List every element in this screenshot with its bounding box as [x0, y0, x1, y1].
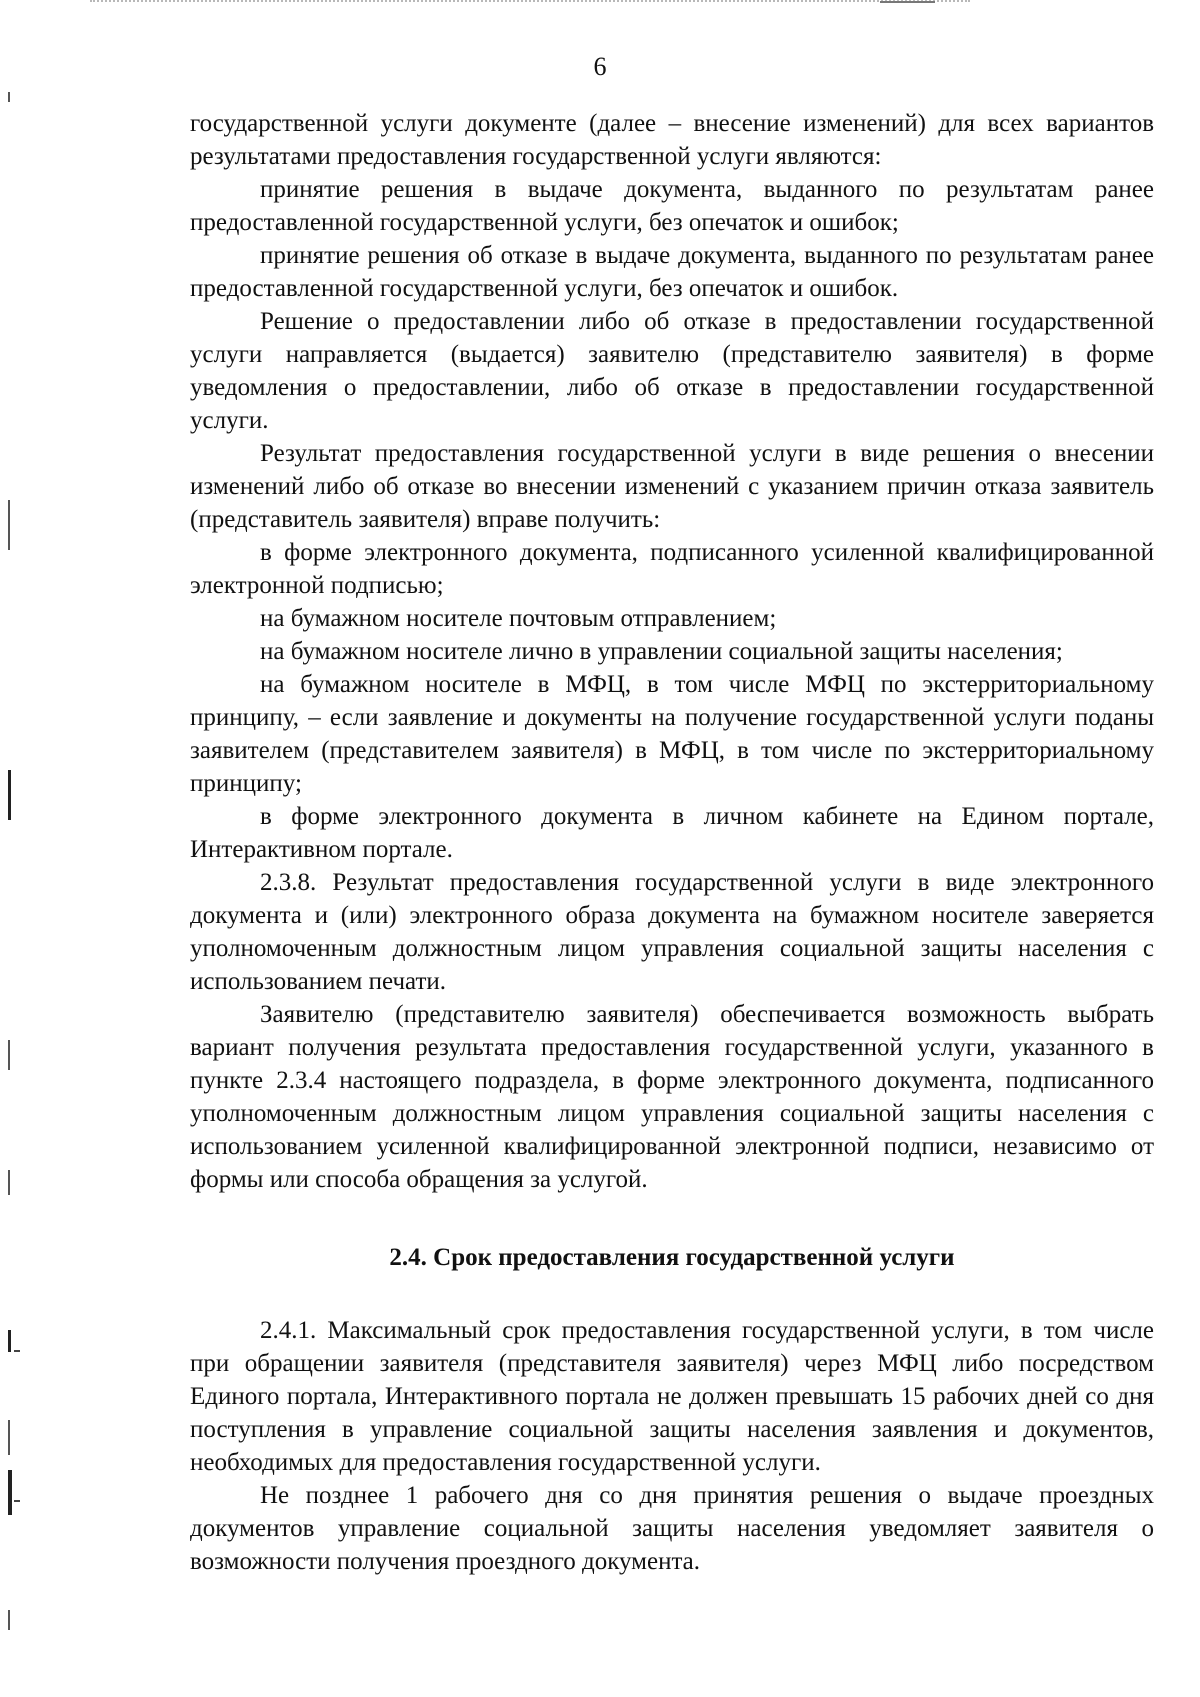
margin-mark [8, 500, 10, 550]
paragraph: принятие решения об отказе в выдаче документа, выданного по результатам ранее предоставленной государственной услуги, без опечаток и ошибок. [190, 242, 1154, 302]
margin-mark [8, 1470, 12, 1515]
scan-artifact-dash [880, 1, 935, 3]
paragraph: на бумажном носителе почтовым отправлением; [260, 605, 777, 632]
scan-artifact-top [90, 0, 970, 5]
paragraph: на бумажном носителе лично в управлении социальной защиты населения; [260, 638, 1063, 665]
margin-mark [8, 92, 10, 102]
margin-mark [8, 1040, 10, 1070]
paragraph: 2.3.8. Результат предоставления государственной услуги в виде электронного документа и (или) электронного образа документа на бумажном носителе заверяется уполномоченным должностным лицом управления социальной защиты населения с использованием печати. [190, 869, 1154, 995]
paragraph: государственной услуги документе (далее – внесение изменений) для всех вариантов результатами предоставления государственной услуги являются: [190, 110, 1154, 170]
page-number: 6 [593, 52, 607, 81]
paragraphs-after-heading [190, 1314, 1154, 1578]
margin-tick [14, 1350, 20, 1352]
paragraph: принятие решения в выдаче документа, выданного по результатам ранее предоставленной государственной услуги, без опечаток и ошибок; [190, 176, 1154, 236]
margin-mark [8, 1330, 11, 1352]
margin-mark [8, 1170, 10, 1195]
paragraph: в форме электронного документа в личном кабинете на Едином портале, Интерактивном портале. [190, 803, 1154, 863]
paragraph: Заявителю (представителю заявителя) обеспечивается возможность выбрать вариант получения результата предоставления государственной услуги, указанного в пункте 2.3.4 настоящего подраздела, в форме электронного документа, подписанного уполномоченным должностным лицом управления социальной защиты населения с использованием усиленной квалифицированной электронной подписи, независимо от формы или способа обращения за услугой. [190, 1001, 1154, 1193]
paragraph: Не позднее 1 рабочего дня со дня принятия решения о выдаче проездных документов управление социальной защиты населения уведомляет заявителя о возможности получения проездного документа. [190, 1482, 1154, 1575]
paragraph: на бумажном носителе в МФЦ, в том числе МФЦ по экстерриториальному принципу, – если заявление и документы на получение государственной услуги поданы заявителем (представителем заявителя) в МФЦ, в том числе по экстерриториальному принципу; [190, 671, 1154, 797]
paragraph: 2.4.1. Максимальный срок предоставления государственной услуги, в том числе при обращении заявителя (представителя заявителя) через МФЦ либо посредством Единого портала, Интерактивного портала не должен превышать 15 рабочих дней со дня поступления в управление социальной защиты населения заявления и документов, необходимых для предоставления государственной услуги. [190, 1317, 1154, 1476]
margin-mark [8, 1420, 10, 1455]
paragraphs-before-heading [190, 107, 1154, 1196]
paragraph: Результат предоставления государственной услуги в виде решения о внесении изменений либо об отказе во внесении изменений с указанием причин отказа заявитель (представитель заявителя) вправе получить: [190, 440, 1154, 533]
document-body [190, 107, 1154, 1578]
section-heading: 2.4. Срок предоставления государственной услуги [389, 1244, 955, 1271]
paragraph: Решение о предоставлении либо об отказе в предоставлении государственной услуги направляется (выдается) заявителю (представителю заявителя) в форме уведомления о предоставлении, либо об отказе в предоставлении государственной услуги. [190, 308, 1154, 434]
margin-mark [8, 770, 11, 820]
margin-tick [14, 1500, 20, 1502]
margin-mark [8, 1610, 10, 1630]
paragraph: в форме электронного документа, подписанного усиленной квалифицированной электронной подписью; [190, 539, 1154, 599]
